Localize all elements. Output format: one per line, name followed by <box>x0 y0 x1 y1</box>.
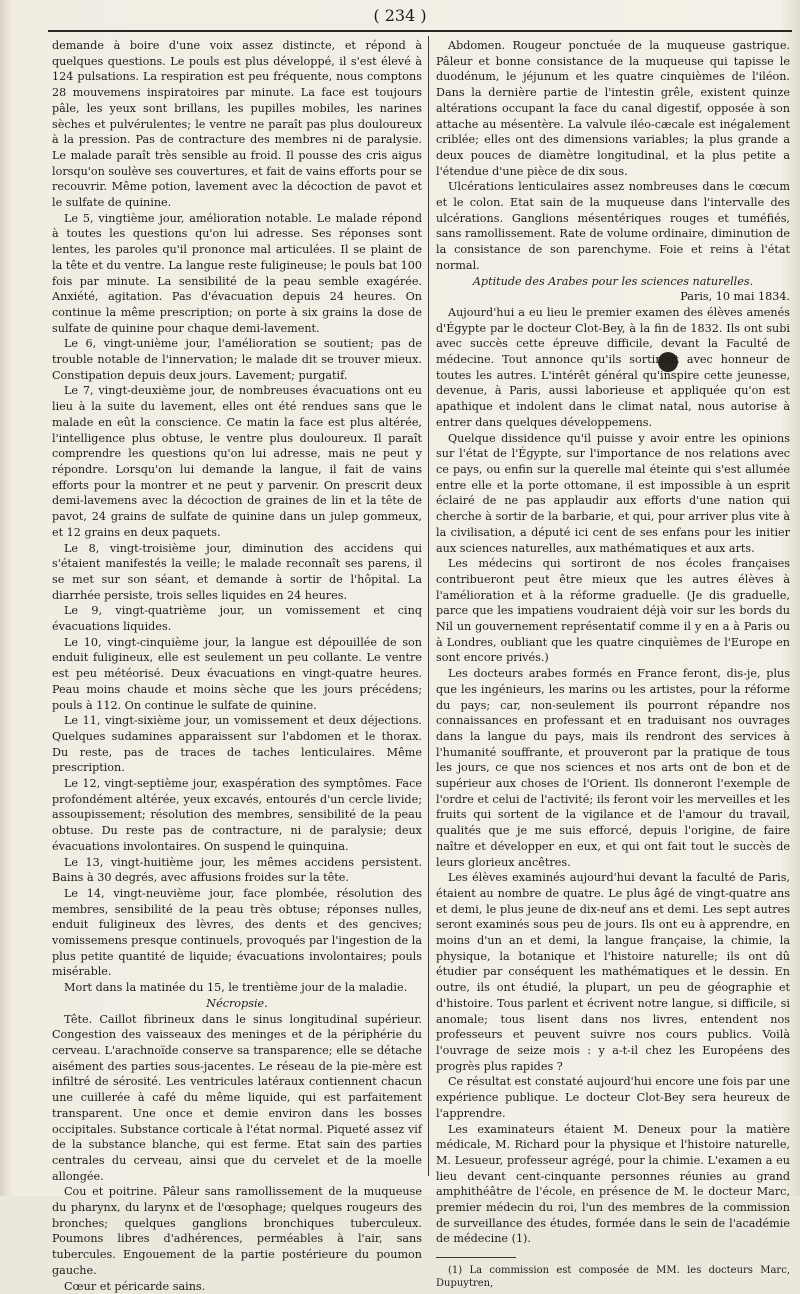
paragraph: Ulcérations lenticulaires assez nombreuses dans le cœcum et le colon. Etat sain de la muqueuse dans l'intervalle des ulcérations. Ganglions mésentériques rouges et tuméfiés, sans ramollissement. Rate de volume ordinaire, diminution de la consistance de son parenchyme. Foie et reins à l'état normal. <box>436 180 790 272</box>
paragraph: Aujourd'hui a eu lieu le premier examen des élèves amenés d'Égypte par le docteur Clot-Bey, à la fin de 1832. Ils ont subi avec succès cette épreuve difficile, devant la Faculté de médecine. Tout annonce qu'ils sortiront avec honneur de toutes les autres. L'intérêt général qu'inspire cette jeunesse, devenue, à Paris, aussi laborieuse et appliquée qu'on est apathique et indolent dans le climat natal, nous autorise à entrer dans quelques développemens. <box>436 305 790 429</box>
paragraph: Le 12, vingt-septième jour, exaspération des symptômes. Face profondément altérée, yeux excavés, entourés d'un cercle livide; assoupissement; résolution des membres, sensibilité de la peau obtuse. Du reste pas de contracture, ni de paralysie; deux évacuations involontaires. On suspend le quinquina. <box>52 777 422 853</box>
right-column <box>436 38 790 1290</box>
paragraph: demande à boire d'une voix assez distincte, et répond à quelques questions. Le pouls est plus développé, il s'est élevé à 124 pulsations. La respiration est peu fréquente, nous comptons 28 mouvemens inspiratoires par minute. La face est toujours pâle, les yeux sont brillans, les pupilles mobiles, les narines sèches et pulvérulentes; le ventre ne paraît pas plus douloureux à la pression. Pas de contracture des membres ni de paralysie. Le malade paraît très sensible au froid. Il pousse des cris aigus lorsqu'on soulève ses couvertures, et fait de vains efforts pour se recouvrir. Même potion, lavement avec la décoction de pavot et le sulfate de quinine. <box>52 39 422 210</box>
header-rule <box>48 30 792 32</box>
paragraph: Le 14, vingt-neuvième jour, face plombée, résolution des membres, sensibilité de la peau très obtuse; réponses nulles, enduit fuligineux des lèvres, des dents et des gencives; vomissemens presque continuels, provoqués par l'ingestion de la plus petite quantité de liquide; évacuations involontaires; pouls misérable. <box>52 886 422 979</box>
footnote: (1) La commission est composée de MM. les docteurs Marc, Dupuytren, <box>436 1265 790 1290</box>
paragraph: Abdomen. Rougeur ponctuée de la muqueuse gastrique. Pâleur et bonne consistance de la muqueuse qui tapisse le duodénum, le jéjunum et les quatre cinquièmes de l'iléon. Dans la dernière partie de l'intestin grêle, existent quinze altérations occupant la face du canal digestif, opposée à son attache au mésentère. La valvule iléo-cæcale est inégalement criblée; elles ont des dimensions variables; la plus grande a deux pouces de diamètre longitudinal, et la plus petite a l'étendue d'une pièce de dix sous. <box>436 39 790 178</box>
dateline: Paris, 10 mai 1834. <box>680 290 790 304</box>
paragraph: Cœur et péricarde sains. <box>64 1279 206 1293</box>
paragraph: Le 13, vingt-huitième jour, les mêmes accidens persistent. Bains à 30 degrés, avec affusions froides sur la tête. <box>52 855 422 885</box>
paragraph: Le 10, vingt-cinquième jour, la langue est dépouillée de son enduit fuligineux, elle est seulement un peu collante. Le ventre est peu météorisé. Deux évacuations en vingt-quatre heures. Peau moins chaude et moins sèche que les jours précédens; pouls à 112. On continue le sulfate de quinine. <box>52 635 422 712</box>
paragraph: Les examinateurs étaient M. Deneux pour la matière médicale, M. Richard pour la physique et l'histoire naturelle, M. Lesueur, professeur agrégé, pour la chimie. L'examen a eu lieu devant cent-cinquante personnes réunies au grand amphithéâtre de l'école, en présence de M. le docteur Marc, premier médecin du roi, l'un des membres de la commission de surveillance des études, formée dans le sein de l'académie de médecine (1). <box>436 1122 790 1246</box>
paragraph: Le 6, vingt-unième jour, l'amélioration se soutient; pas de trouble notable de l'innervation; le malade dit se trouver mieux. Constipation depuis deux jours. Lavement; purgatif. <box>52 337 422 382</box>
paragraph: Ce résultat est constaté aujourd'hui encore une fois par une expérience publique. Le docteur Clot-Bey sera heureux de l'apprendre. <box>436 1075 790 1120</box>
column-divider <box>428 36 429 1176</box>
paragraph: Le 11, vingt-sixième jour, un vomissement et deux déjections. Quelques sudamines apparaissent sur l'abdomen et le thorax. Du reste, pas de traces de taches lenticulaires. Même prescription. <box>52 714 422 775</box>
paragraph: Les docteurs arabes formés en France feront, dis-je, plus que les ingénieurs, les marins ou les artistes, pour la réforme du pays; car, non-seulement ils pourront répandre nos connaissances en professant et en traduisant nos ouvrages dans la langue du pays, mais ils rendront des services à l'humanité souffrante, et prouveront par la pratique de tous les jours, ce que nos sciences et nos arts ont de bon et de supérieur aux choses de l'Orient. Ils donneront l'exemple de l'ordre et celui de l'activité; ils feront voir les merveilles et les fruits qui sortent de la vigilance et de l'amour du travail, qualités que je me suis efforcé, depuis l'origine, de faire naître et développer en eux, et qui ont fait tout le succès de leurs glorieux ancêtres. <box>436 667 790 869</box>
paragraph: Tête. Caillot fibrineux dans le sinus longitudinal supérieur. Congestion des vaisseaux des meninges et de la périphérie du cerveau. L'arachnoïde conserve sa transparence; elle se détache aisément des parties sous-jacentes. Le réseau de la pie-mère est infiltré de sérosité. Les ventricules latéraux contiennent chacun une cuillerée à café du même liquide, qui est parfaitement transparent. Une once et demie environ dans les bosses occipitales. Substance corticale à l'état normal. Piqueté assez vif de la substance blanche, qui est ferme. Etat sain des parties centrales du cerveau, ainsi que du cervelet et de la moelle allongée. <box>52 1012 422 1183</box>
paragraph: Les médecins qui sortiront de nos écoles françaises contribueront peut être mieux que les autres élèves à l'amélioration et à la réforme graduelle. (Je dis graduelle, parce que les impatiens voudraient déjà voir sur les bords du Nil un gouvernement représentatif comme il y en a à Paris ou à Londres, oubliant que les quatre cinquièmes de l'Europe en sont encore privés.) <box>436 557 790 665</box>
paragraph: Le 8, vingt-troisième jour, diminution des accidens qui s'étaient manifestés la veille; le malade reconnaît ses parens, il se met sur son séant, et demande à sortir de l'hôpital. La diarrhée persiste, trois selles liquides en 24 heures. <box>52 541 422 602</box>
left-column <box>52 38 422 1294</box>
paragraph: Cou et poitrine. Pâleur sans ramollissement de la muqueuse du pharynx, du larynx et de l'œsophage; quelques rougeurs des bronches; quelques ganglions bronchiques tuberculeux. Poumons libres d'adhérences, perméables à l'air, sans tubercules. Engouement de la partie postérieure du poumon gauche. <box>52 1185 422 1277</box>
paragraph: Les élèves examinés aujourd'hui devant la faculté de Paris, étaient au nombre de quatre. Le plus âgé de vingt-quatre ans et demi, le plus jeune de dix-neuf ans et demi. Les sept autres seront examinés sous peu de jours. Ils ont eu à apprendre, en moins d'un an et demi, la langue française, la chimie, la physique, la botanique et l'histoire naturelle; ils ont dû étudier par conséquent les mathématiques et le dessin. En outre, ils ont étudié, la plupart, un peu de géographie et d'histoire. Tous parlent et écrivent notre langue, si difficile, si anomale; tous lisent dans nos livres, entendent nos professeurs et peuvent suivre nos cours publics. Voilà l'ouvrage de seize mois : y a-t-il chez les Européens des progrès plus rapides ? <box>436 871 790 1073</box>
page-number: ( 234 ) <box>373 6 427 25</box>
footnote-rule <box>436 1257 516 1258</box>
paragraph: Le 7, vingt-deuxième jour, de nombreuses évacuations ont eu lieu à la suite du lavement, elles ont été rendues sans que le malade en eût la conscience. Ce matin la face est plus altérée, l'intelligence plus obtuse, le ventre plus douloureux. Il paraît comprendre les questions qu'on lui adresse, mais ne peut y répondre. Lorsqu'on lui demande la langue, il fait de vains efforts pour la montrer et ne peut y parvenir. On prescrit deux demi-lavemens avec la décoction de graines de lin et la tête de pavot, 24 grains de sulfate de quinine dans un julep gommeux, et 12 grains en deux paquets. <box>52 384 422 539</box>
paragraph: Le 9, vingt-quatrième jour, un vomissement et cinq évacuations liquides. <box>52 604 422 634</box>
article-title: Aptitude des Arabes pour les sciences naturelles. <box>472 274 754 288</box>
paragraph: Quelque dissidence qu'il puisse y avoir entre les opinions sur l'état de l'Égypte, sur l'importance de nos relations avec ce pays, ou enfin sur la querelle mal éteinte qui s'est allumée entre elle et la porte ottomane, il est impossible à un esprit éclairé de ne pas applaudir aux efforts d'une nation qui cherche à sortir de la barbarie, et qui, pour arriver plus vite à la civilisation, a député ici cent de ses enfans pour les initier aux sciences naturelles, aux mathématiques et aux arts. <box>436 431 790 555</box>
paragraph: Le 5, vingtième jour, amélioration notable. Le malade répond à toutes les questions qu'on lui adresse. Ses réponses sont lentes, les paroles qu'il prononce mal articulées. Il se plaint de la tête et du ventre. La langue reste fuligineuse; le pouls bat 100 fois par minute. La sensibilité de la peau semble exagérée. Anxiété, agitation. Pas d'évacuation depuis 24 heures. On continue la même prescription; on porte à six grains la dose de sulfate de quinine pour chaque demi-lavement. <box>52 211 422 335</box>
necropsie-heading: Nécropsie. <box>206 996 268 1010</box>
paragraph: Mort dans la matinée du 15, le trentième jour de la maladie. <box>64 981 408 995</box>
page-header <box>0 6 800 30</box>
